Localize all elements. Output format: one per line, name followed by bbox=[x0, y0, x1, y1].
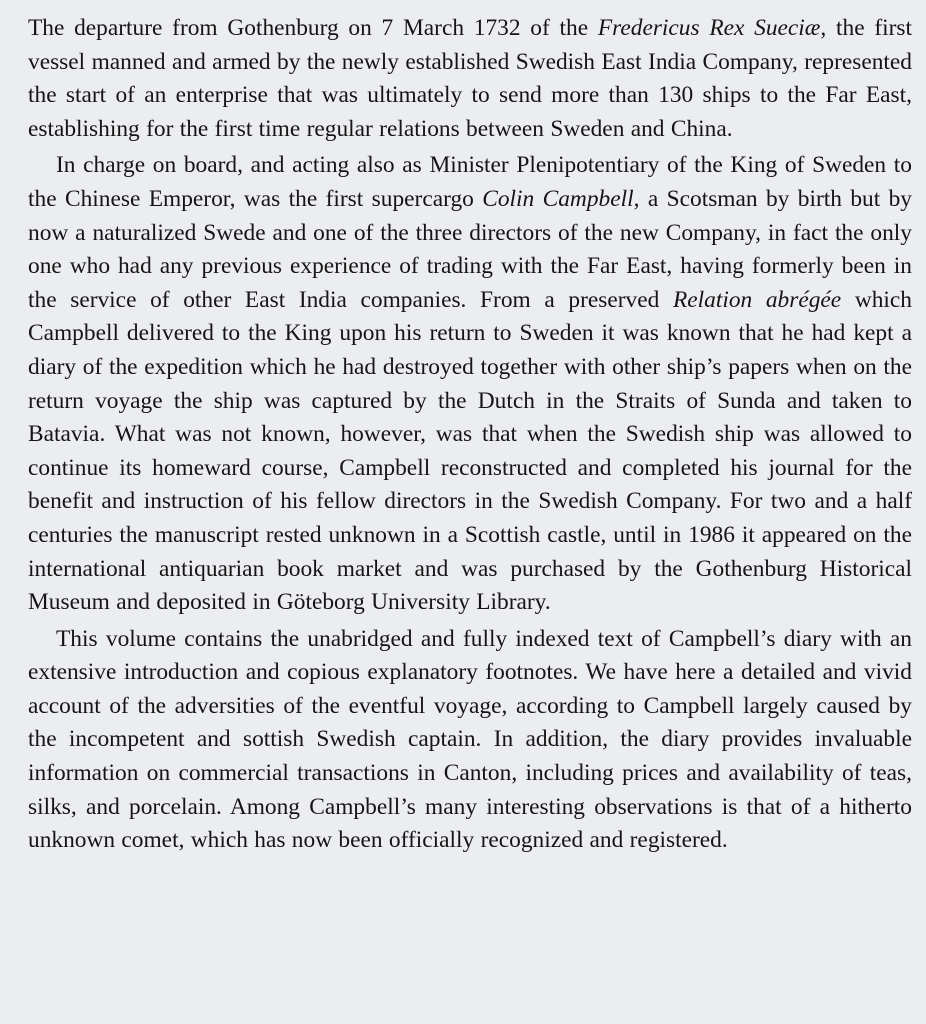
book-page bbox=[28, 12, 912, 1012]
paragraph-3 bbox=[28, 623, 912, 858]
text-segment: , a Scotsman by birth but by now a naturalized Swede and one of the three directors of the new Company, in fact the only one who had any previous experience of trading with the Far East, having formerly been in the service of other East India companies. From a preserved bbox=[28, 185, 912, 313]
text-segment: The departure from Gothenburg on 7 March 1732 of the bbox=[28, 15, 598, 41]
text-segment: This volume contains the unabridged and fully indexed text of Campbell’s diary with an extensive introduction and copious explanatory footnotes. We have here a detailed and vivid account of the adversities of the eventful voyage, according to Campbell largely caused by the incompetent and sottish Swedish captain. In addition, the diary provides invaluable information on commercial transactions in Canton, including prices and availability of teas, silks, and porcelain. Among Campbell’s many interesting observations is that of a hitherto unknown comet, which has now been officially recognized and registered. bbox=[28, 625, 912, 854]
italic-text-segment: Colin Campbell bbox=[482, 185, 634, 212]
text-segment: , the first vessel manned and armed by the newly established Swedish East India Company, represented the start of an enterprise that was ultimately to send more than 130 ships to the Far East, establishing for the first time regular relations between Sweden and China. bbox=[28, 15, 912, 142]
text-segment: which Campbell delivered to the King upon his return to Sweden it was known that he had kept a diary of the expedition which he had destroyed together with other ship’s papers when on the return voyage the ship was captured by the Dutch in the Straits of Sunda and taken to Batavia. What was not known, however, was that when the Swedish ship was allowed to continue its homeward course, Campbell reconstructed and completed his journal for the benefit and instruction of his fellow directors in the Swedish Company. For two and a half centuries the manuscript rested unknown in a Scottish castle, until in 1986 it appeared on the international antiquarian book market and was purchased by the Gothenburg Historical Museum and deposited in Göteborg University Library. bbox=[28, 286, 912, 616]
paragraph-2 bbox=[28, 149, 912, 619]
text-segment: In charge on board, and acting also as Minister Plenipotentiary of the King of Sweden to the Chinese Emperor, was the first supercargo bbox=[28, 152, 912, 212]
italic-text-segment: Relation abrégée bbox=[672, 286, 842, 313]
italic-text-segment: Fredericus Rex Sueciæ bbox=[597, 15, 821, 41]
paragraph-1 bbox=[28, 12, 912, 146]
